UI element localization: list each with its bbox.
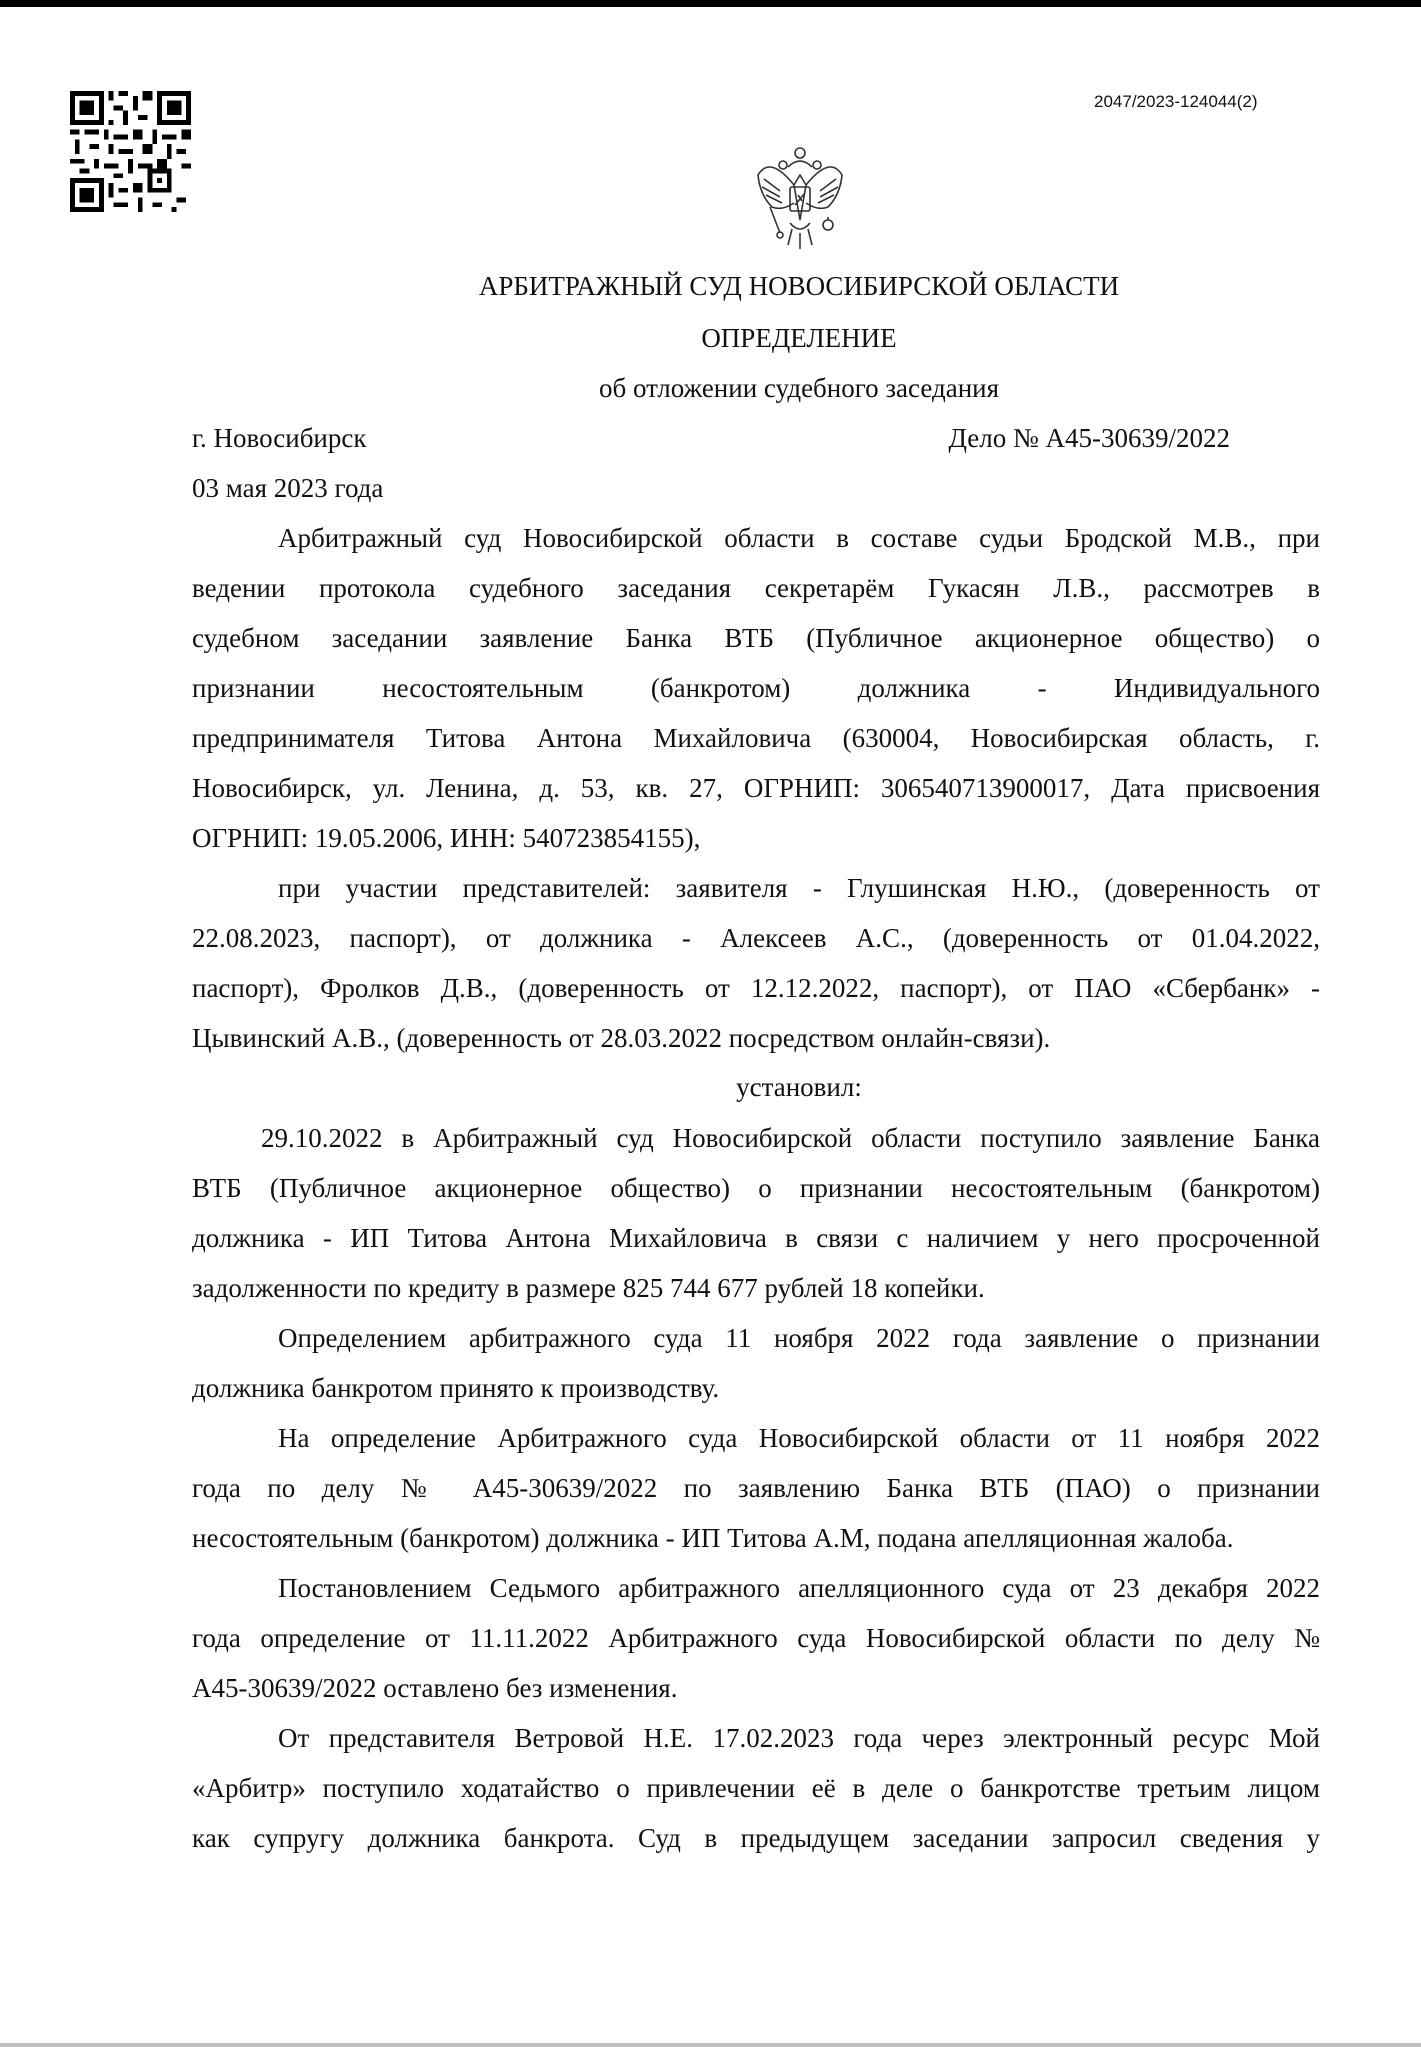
text-line: А45-30639/2022 оставлено без изменения.	[192, 1673, 678, 1703]
text-line: должника - ИП Титова Антона Михайловича в связи с наличием у него просроченной	[192, 1223, 1320, 1253]
text-line: как супругу должника банкрота. Суд в предыдущем заседании запросил сведения у	[192, 1823, 1320, 1853]
text-line: От представителя Ветровой Н.Е. 17.02.2023 года через электронный ресурс Мой	[278, 1723, 1320, 1753]
text-line: задолженности по кредиту в размере 825 744 677 рублей 18 копейки.	[192, 1273, 985, 1303]
text-line: паспорт), Фролков Д.В., (доверенность от 12.12.2022, паспорт), от ПАО «Сбербанк» -	[192, 973, 1320, 1003]
document-subtitle: об отложении судебного заседания	[598, 373, 1000, 403]
text-line: На определение Арбитражного суда Новосибирской области от 11 ноября 2022	[278, 1423, 1320, 1453]
text-line: признании несостоятельным (банкротом) должника - Индивидуального	[192, 673, 1320, 703]
city: г. Новосибирск	[192, 423, 367, 453]
text-line: должника банкротом принято к производству.	[192, 1373, 720, 1403]
text-line: «Арбитр» поступило ходатайство о привлечении её в деле о банкротстве третьим лицом	[192, 1773, 1320, 1803]
text-line: Определением арбитражного суда 11 ноября 2022 года заявление о признании	[278, 1323, 1320, 1353]
text-line: при участии представителей: заявителя - Глушинская Н.Ю., (доверенность от	[278, 873, 1320, 903]
text-line: Постановлением Седьмого арбитражного апелляционного суда от 23 декабря 2022	[278, 1573, 1320, 1603]
text-line: Новосибирск, ул. Ленина, д. 53, кв. 27, ОГРНИП: 306540713900017, Дата присвоения	[192, 773, 1320, 803]
text-line: судебном заседании заявление Банка ВТБ (Публичное акционерное общество) о	[192, 623, 1320, 653]
window-top-bar	[0, 0, 1421, 7]
document-type: ОПРЕДЕЛЕНИЕ	[701, 323, 897, 353]
established-heading: установил:	[736, 1072, 862, 1102]
text-line: 22.08.2023, паспорт), от должника - Алексеев А.С., (доверенность от 01.04.2022,	[192, 923, 1320, 953]
court-name: АРБИТРАЖНЫЙ СУД НОВОСИБИРСКОЙ ОБЛАСТИ	[478, 271, 1120, 301]
text-line: Цывинский А.В., (доверенность от 28.03.2022 посредством онлайн-связи).	[192, 1023, 1051, 1053]
document-date: 03 мая 2023 года	[192, 473, 384, 503]
text-line: несостоятельным (банкротом) должника - ИП Титова А.М, подана апелляционная жалоба.	[192, 1523, 1234, 1553]
text-line: 29.10.2022 в Арбитражный суд Новосибирской области поступило заявление Банка	[261, 1123, 1320, 1153]
text-line: ОГРНИП: 19.05.2006, ИНН: 540723854155),	[192, 823, 701, 853]
text-line: ВТБ (Публичное акционерное общество) о признании несостоятельным (банкротом)	[192, 1173, 1320, 1203]
qr-code-icon	[70, 91, 191, 212]
document-number: 2047/2023-124044(2)	[1094, 92, 1258, 111]
text-line: года по делу № А45-30639/2022 по заявлению Банка ВТБ (ПАО) о признании	[192, 1473, 1320, 1503]
text-line: года определение от 11.11.2022 Арбитражного суда Новосибирской области по делу №	[192, 1623, 1320, 1653]
page-bottom-edge	[0, 2043, 1421, 2047]
russian-coat-of-arms-icon	[748, 145, 852, 255]
text-line: предпринимателя Титова Антона Михайловича (630004, Новосибирская область, г.	[192, 723, 1320, 753]
text-line: Арбитражный суд Новосибирской области в составе судьи Бродской М.В., при	[278, 523, 1320, 553]
case-number: Дело № А45-30639/2022	[948, 423, 1230, 453]
text-line: ведении протокола судебного заседания секретарём Гукасян Л.В., рассмотрев в	[192, 573, 1320, 603]
